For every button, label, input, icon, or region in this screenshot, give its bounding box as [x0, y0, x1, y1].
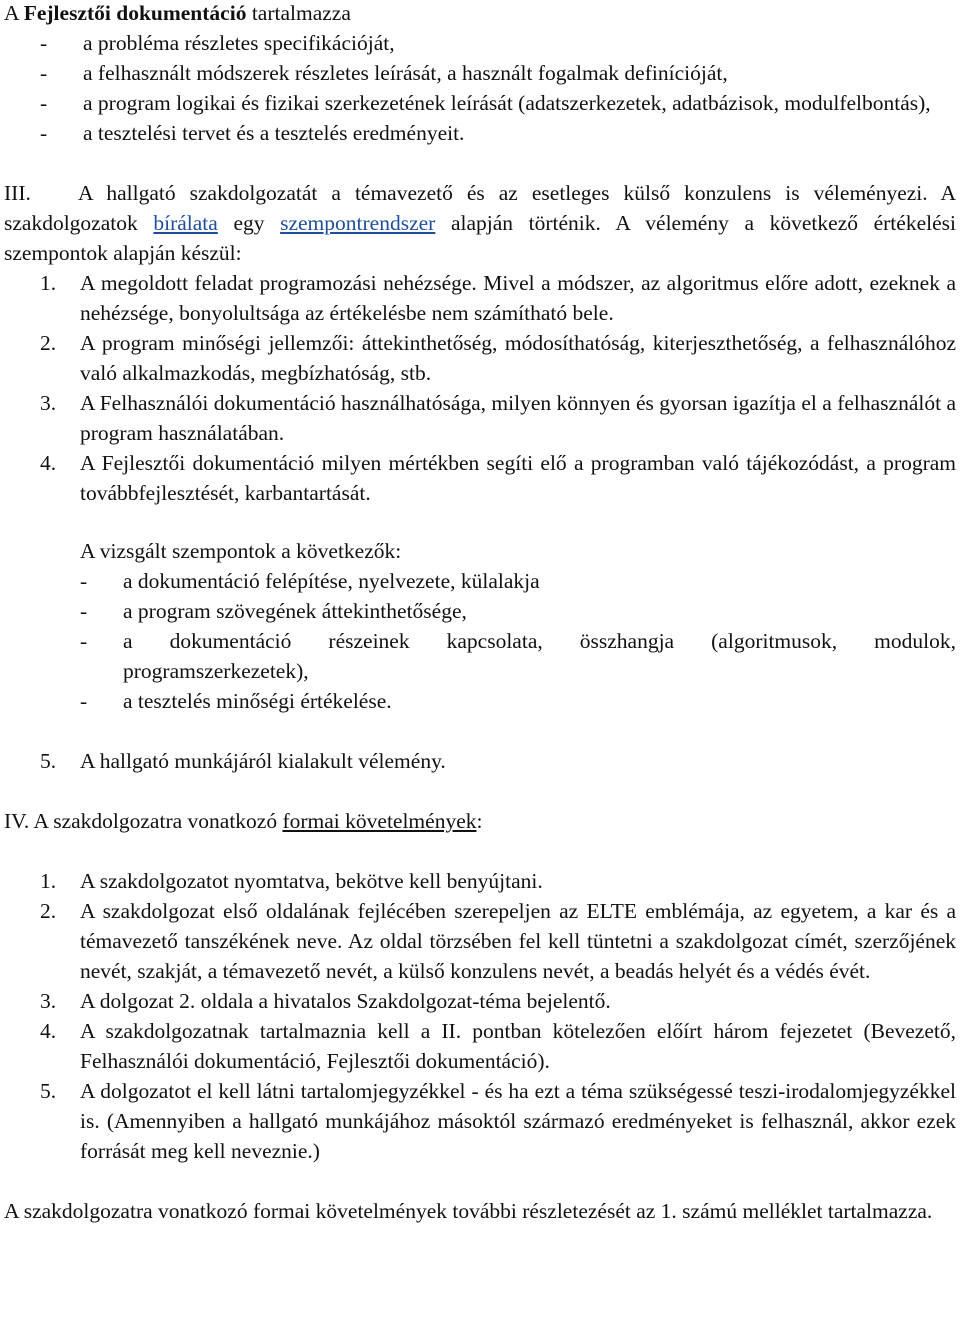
dash-marker: -: [80, 689, 88, 713]
item-number: 3.: [40, 391, 57, 415]
list-item: - a probléma részletes specifikációját,: [4, 28, 956, 58]
dash-marker: -: [40, 91, 48, 115]
document-page: [4, 0, 956, 1226]
item-number: 3.: [40, 989, 57, 1013]
list-item: 2. A program minőségi jellemzői: áttekinthetőség, módosíthatóság, kiterjeszthetőség, a felhasználóhoz való alkalmazkodás, megbízhatóság, stb.: [4, 328, 956, 388]
intro-bold-term: Fejlesztői dokumentáció: [23, 1, 247, 25]
item-number: 1.: [40, 271, 57, 295]
list-item: 3. A Felhasználói dokumentáció használhatósága, milyen könnyen és gyorsan igazítja el a felhasználót a program használatában.: [4, 388, 956, 448]
list-item: - a dokumentáció felépítése, nyelvezete, külalakja: [44, 566, 956, 596]
item-number: 4.: [40, 1019, 57, 1043]
list-item: 2. A szakdolgozat első oldalának fejlécében szerepeljen az ELTE emblémája, az egyetem, a kar és a témavezető tanszékének neve. Az oldal törzsében fel kell tüntetni a szakdolgozat címét, szerzőjének nevét, szakját, a témavezető nevét, a külső konzulens nevét, a beadás helyét és a védés évét.: [4, 896, 956, 986]
list-item: 5. A dolgozatot el kell látni tartalomjegyzékkel - és ha ezt a téma szükségessé teszi-irodalomjegyzékkel is. (Amennyiben a hallgató munkájához másoktól származó eredményeket is felhasznál, akkor ezek forrását meg kell neveznie.): [4, 1076, 956, 1166]
list-item: - a tesztelési tervet és a tesztelés eredményeit.: [4, 118, 956, 148]
szempontrendszer-link[interactable]: szempontrendszer: [280, 211, 436, 235]
item-number: 5.: [40, 1079, 57, 1103]
list-item: 4. A szakdolgozatnak tartalmaznia kell a II. pontban kötelezően előírt három fejezetet (Bevezető, Felhasználói dokumentáció, Fejlesztői dokumentáció).: [4, 1016, 956, 1076]
list-item: 3. A dolgozat 2. oldala a hivatalos Szakdolgozat-téma bejelentő.: [4, 986, 956, 1016]
section-4-number: IV.: [4, 809, 30, 833]
formal-list: [4, 866, 956, 1166]
section-3-paragraph: III. A hallgató szakdolgozatát a témavezető és az esetleges külső konzulens is véleményezi. A szakdolgozatok bírálata egy szempontrendszer alapján történik. A vélemény a következő értékelési szempontok alapján készül:: [4, 178, 956, 268]
criteria-list: [4, 268, 956, 508]
section-4-heading: IV. A szakdolgozatra vonatkozó formai követelmények:: [4, 809, 483, 833]
dash-marker: -: [80, 569, 88, 593]
item-number: 2.: [40, 331, 57, 355]
list-item: - a dokumentáció részeinek kapcsolata, összhangja (algoritmusok, modulok, programszerkezetek),: [44, 626, 956, 686]
section-3-number: III.: [4, 181, 31, 205]
list-item: 4. A Fejlesztői dokumentáció milyen mértékben segíti elő a programban való tájékozódást, a program továbbfejlesztését, karbantartását.: [4, 448, 956, 508]
dash-marker: -: [80, 599, 88, 623]
intro-list: [4, 28, 956, 148]
list-item: 1. A szakdolgozatot nyomtatva, bekötve kell benyújtani.: [4, 866, 956, 896]
list-item: - a tesztelés minőségi értékelése.: [44, 686, 956, 716]
item-number: 1.: [40, 869, 57, 893]
closing-paragraph: A szakdolgozatra vonatkozó formai követelmények további részletezését az 1. számú melléklet tartalmazza.: [4, 1199, 933, 1223]
dash-marker: -: [40, 121, 48, 145]
dash-marker: -: [40, 61, 48, 85]
item-number: 2.: [40, 899, 57, 923]
examined-heading: A vizsgált szempontok a következők:: [80, 539, 402, 563]
list-item: - a felhasznált módszerek részletes leírását, a használt fogalmak definícióját,: [4, 58, 956, 88]
formal-requirements-underlined: formai követelmények: [282, 809, 477, 833]
examined-list: [4, 566, 956, 716]
birálata-link[interactable]: bírálata: [153, 211, 218, 235]
dash-marker: -: [80, 629, 88, 653]
list-item: - a program szövegének áttekinthetősége,: [44, 596, 956, 626]
criterion-5: 5. A hallgató munkájáról kialakult vélemény.: [4, 746, 956, 776]
item-number: 4.: [40, 451, 57, 475]
item-number: 5.: [40, 749, 57, 773]
list-item: - a program logikai és fizikai szerkezetének leírását (adatszerkezetek, adatbázisok, modulfelbontás),: [4, 88, 956, 118]
intro-line: A Fejlesztői dokumentáció tartalmazza: [4, 1, 351, 25]
list-item: 1. A megoldott feladat programozási nehézsége. Mivel a módszer, az algoritmus előre adott, ezeknek a nehézsége, bonyolultsága az értékelésbe nem számítható bele.: [4, 268, 956, 328]
dash-marker: -: [40, 31, 48, 55]
